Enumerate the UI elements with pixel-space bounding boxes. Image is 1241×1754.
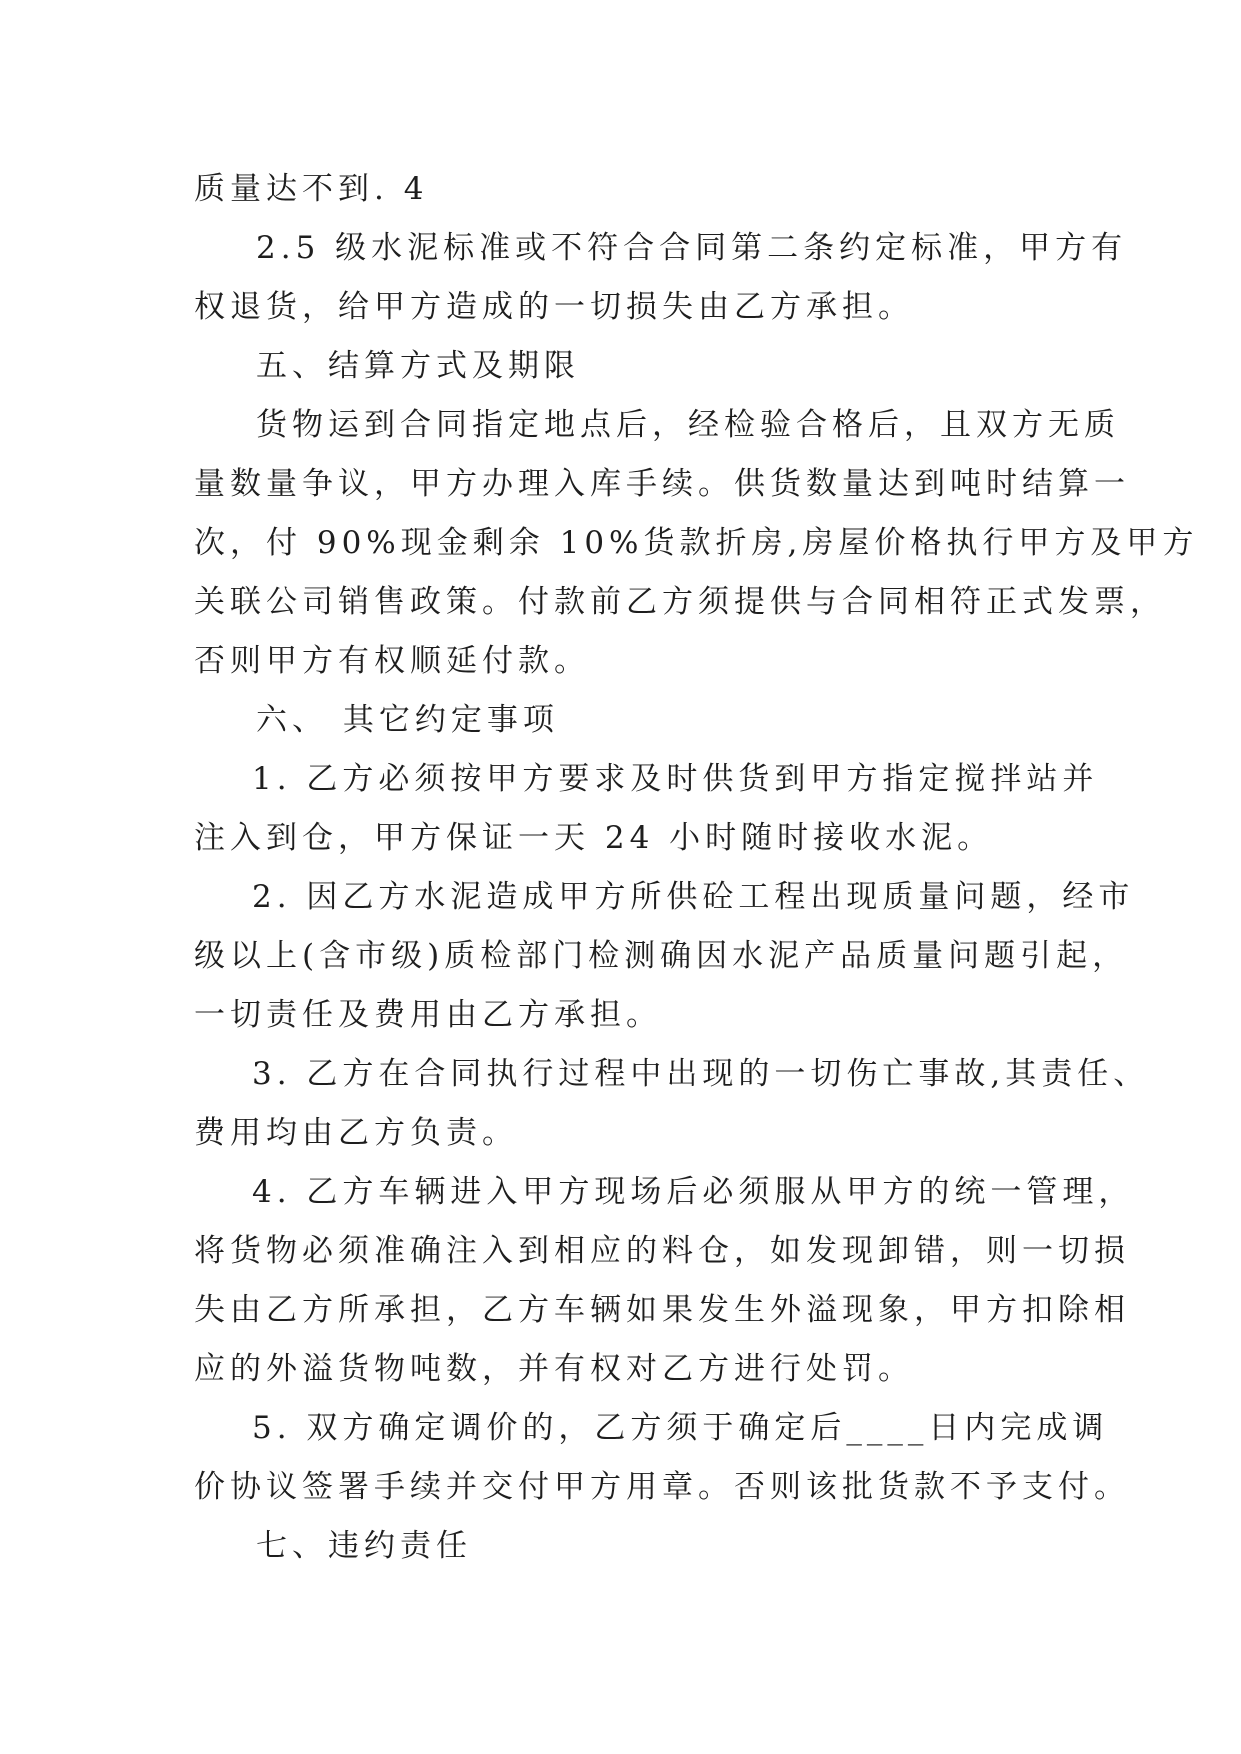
- text-line: 货物运到合同指定地点后，经检验合格后，且双方无质: [256, 407, 1120, 443]
- text-line: 关联公司销售政策。付款前乙方须提供与合同相符正式发票，: [194, 584, 1166, 620]
- text-line: 失由乙方所承担，乙方车辆如果发生外溢现象，甲方扣除相: [194, 1292, 1130, 1328]
- section-heading: 六、 其它约定事项: [256, 702, 559, 738]
- section-heading: 七、违约责任: [256, 1528, 472, 1564]
- text-line: 次，付 90%现金剩余 10%货款折房,房屋价格执行甲方及甲方: [194, 525, 1199, 561]
- text-line: 量数量争议，甲方办理入库手续。供货数量达到吨时结算一: [194, 466, 1130, 502]
- text-line: 4. 乙方车辆进入甲方现场后必须服从甲方的统一管理，: [252, 1174, 1135, 1210]
- text-line: 级以上(含市级)质检部门检测确因水泥产品质量问题引起，: [194, 938, 1129, 974]
- section-heading: 五、结算方式及期限: [256, 348, 580, 384]
- text-line: 2.5 级水泥标准或不符合合同第二条约定标准，甲方有: [256, 230, 1128, 266]
- text-line: 权退货，给甲方造成的一切损失由乙方承担。: [194, 289, 914, 325]
- text-line: 注入到仓，甲方保证一天 24 小时随时接收水泥。: [194, 820, 994, 856]
- text-line: 5. 双方确定调价的，乙方须于确定后____日内完成调: [252, 1410, 1109, 1446]
- text-line: 1. 乙方必须按甲方要求及时供货到甲方指定搅拌站并: [252, 761, 1099, 797]
- text-line: 费用均由乙方负责。: [194, 1115, 518, 1151]
- text-line: 质量达不到. 4: [194, 171, 429, 207]
- text-line: 一切责任及费用由乙方承担。: [194, 997, 662, 1033]
- text-line: 价协议签署手续并交付甲方用章。否则该批货款不予支付。: [194, 1469, 1130, 1505]
- text-line: 3. 乙方在合同执行过程中出现的一切伤亡事故,其责任、: [252, 1056, 1150, 1092]
- text-line: 2. 因乙方水泥造成甲方所供砼工程出现质量问题，经市: [252, 879, 1135, 915]
- text-line: 应的外溢货物吨数，并有权对乙方进行处罚。: [194, 1351, 914, 1387]
- document-body: [194, 160, 1199, 1576]
- text-line: 将货物必须准确注入到相应的料仓，如发现卸错，则一切损: [194, 1233, 1130, 1269]
- text-line: 否则甲方有权顺延付款。: [194, 643, 590, 679]
